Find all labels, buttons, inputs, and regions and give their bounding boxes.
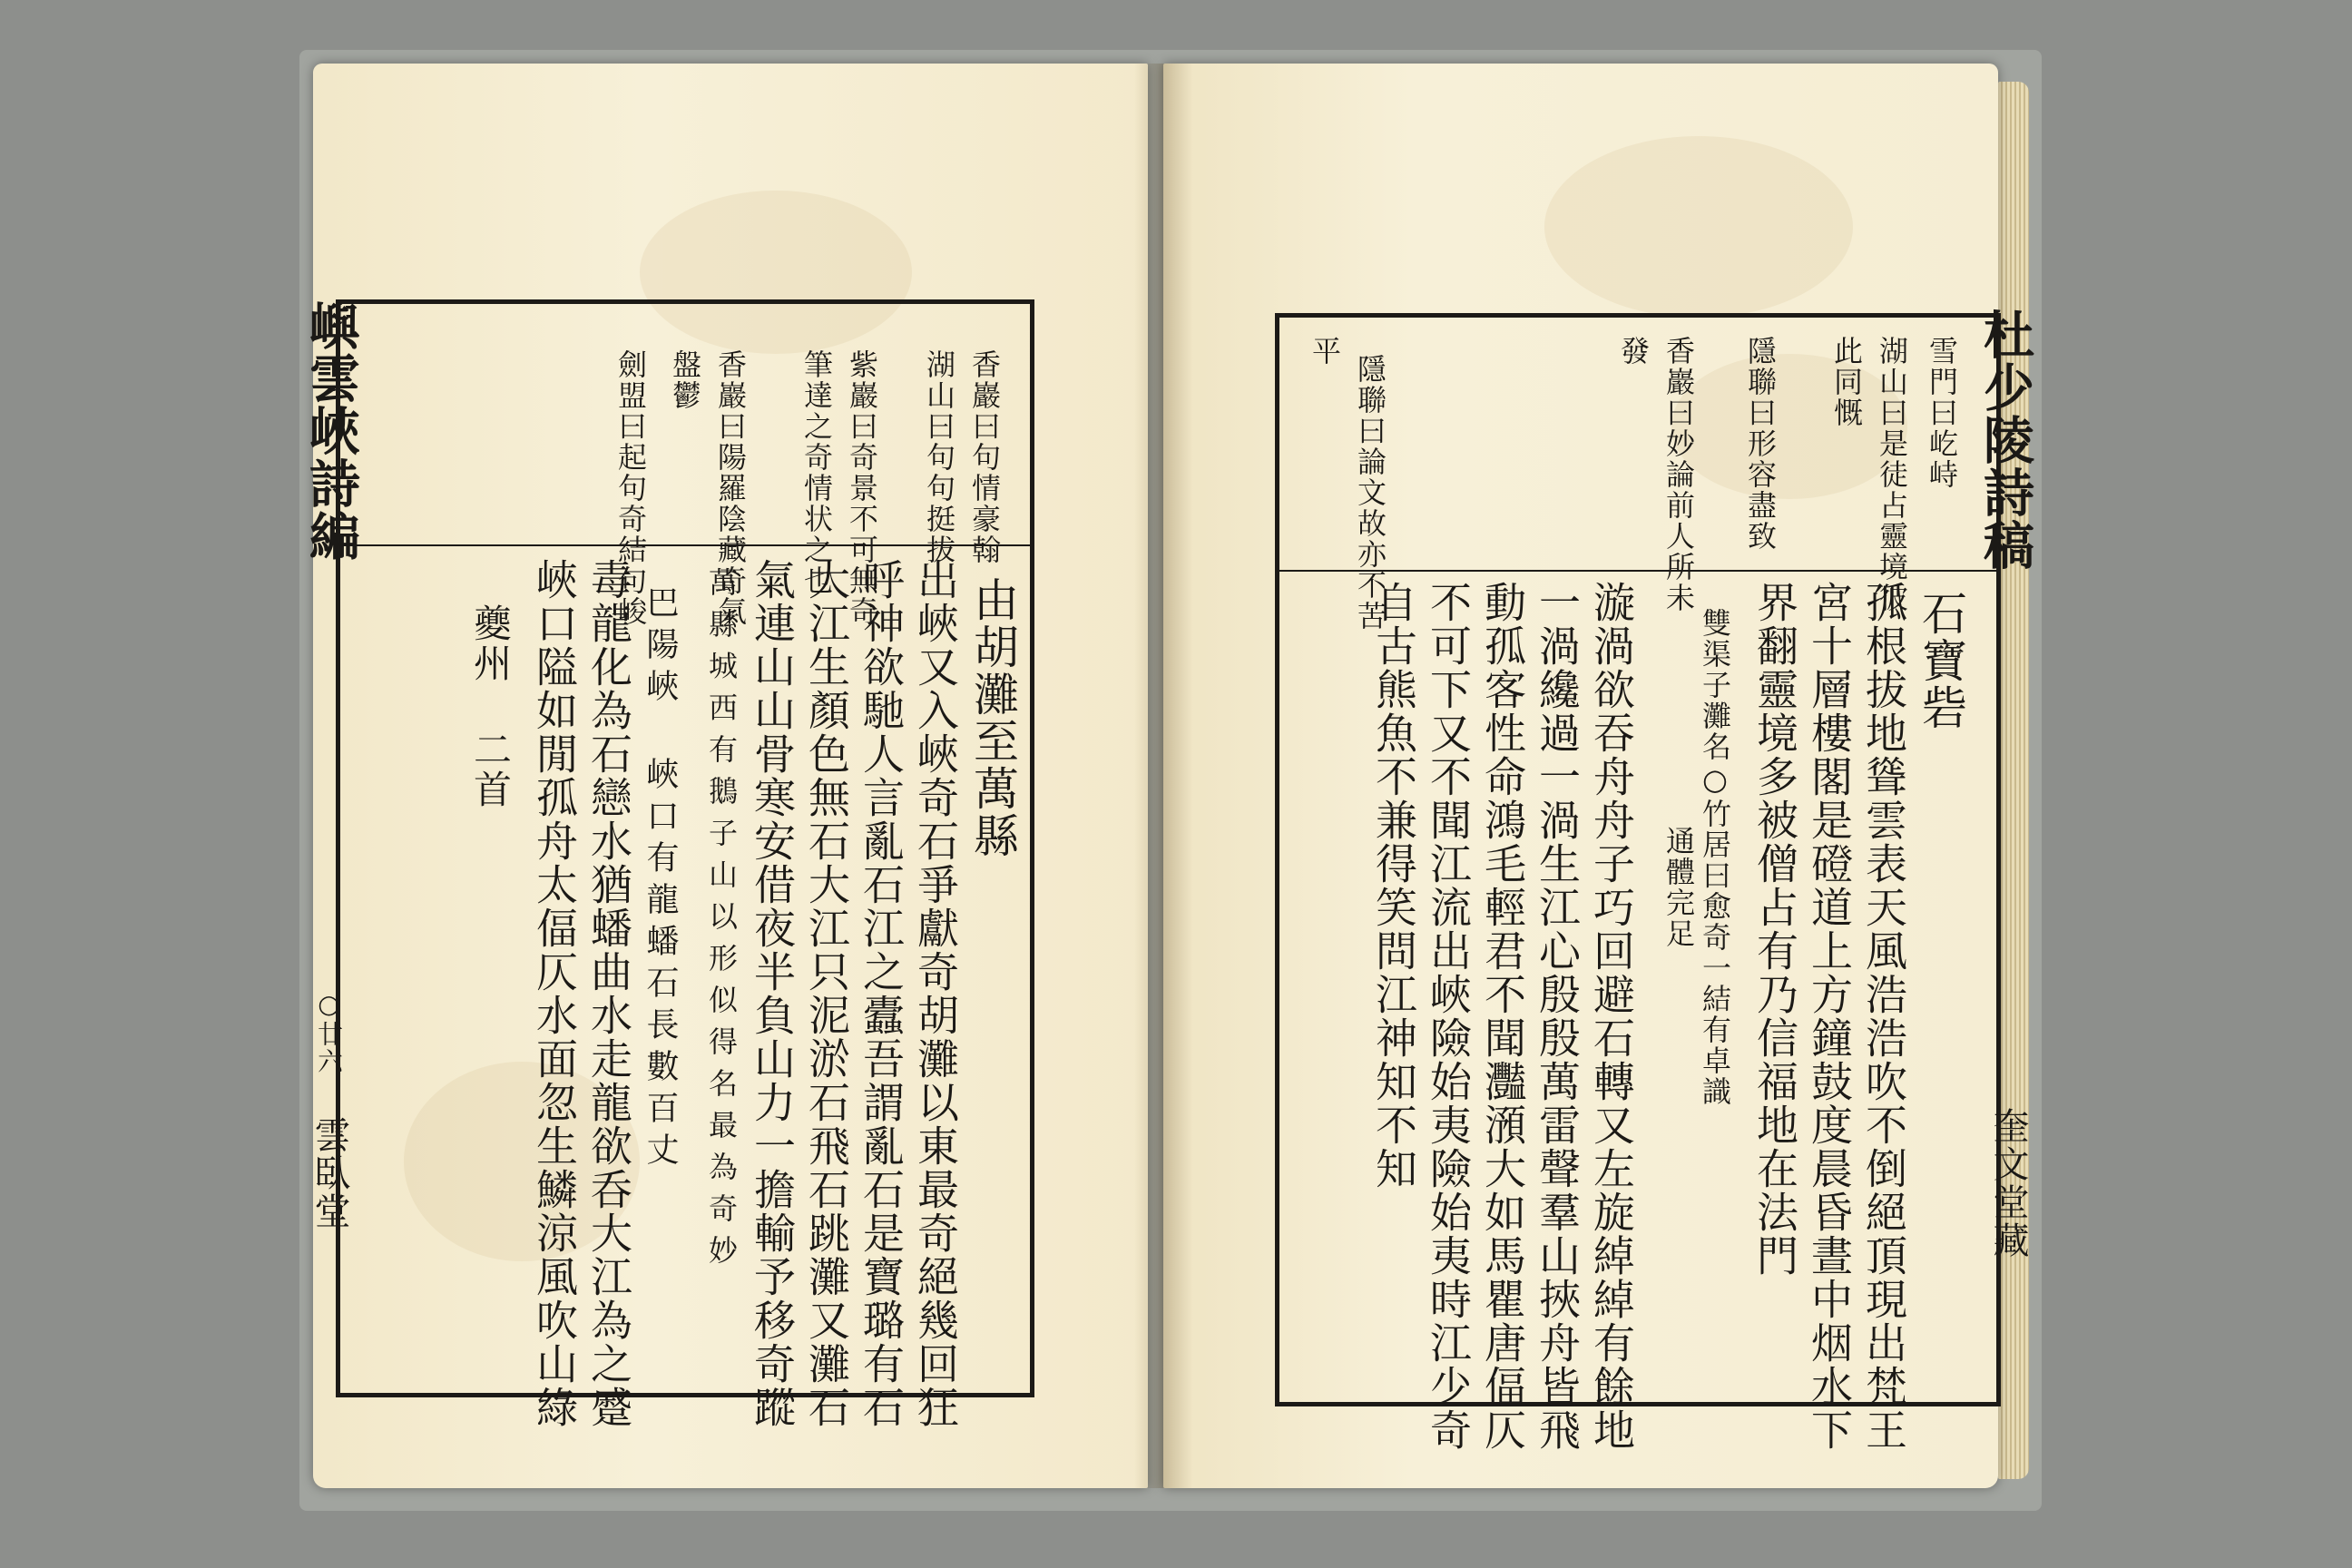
right-text-line: 漩渦欲吞舟舟子巧回避石轉又左旋綽綽有餘地 [1587,581,1636,1452]
right-commentary-5: 香巖曰妙論前人所未 [1661,336,1696,613]
left-commentary-7: 劍盟曰起句奇結句峻 [613,349,648,627]
left-text-line: 峽口隘如閒孤舟太偪仄水面忽生鱗涼風吹山綠 [530,558,579,1429]
right-text-line: 宮十層樓閣是磴道上方鐘鼓度晨昏晝中烟水下 [1805,581,1854,1452]
left-commentary-2: 湖山曰句句挺拔 [922,349,956,565]
right-text-line: 界翻靈境多被僧占有乃信福地在法門 [1750,581,1799,1278]
right-margin-title: 杜少陵詩稿 [1975,309,2035,572]
paper-stain [1544,136,1853,318]
left-margin-title: 嶼雲峽詩編 [301,299,361,563]
right-text-frame [1275,313,2001,1452]
left-text-line: 氣連山山骨寒安借夜半負山力一擔輸予移奇蹤 [748,558,797,1429]
book-gutter [1134,64,1192,1488]
left-text-note: 萬縣城西有鵝子山以形似得名最為奇妙 [704,567,739,1277]
right-commentary-4: 隱聯曰形容盡致 [1743,336,1778,552]
page-edges [1998,82,2029,1479]
right-text-line: 孤根拔地聳雲表天風浩浩吹不倒絕頂現出梵王 [1859,581,1908,1452]
left-text-frame [336,299,1034,1429]
left-text-line: 出峽又入峽奇石爭獻奇胡灘以東最奇絕幾回狂 [911,558,960,1429]
left-text-line: 呼神欲馳人言亂石江之蠹吾謂亂石是寶璐有石 [857,558,906,1429]
left-poem-title-2: 巴陽峽 峽口有龍蟠石長數百丈 [642,585,679,1174]
right-commentary-6: 發 [1616,336,1651,367]
left-publisher-mark: 雲臥堂 [309,1116,350,1230]
left-commentary-1: 香巖曰句情豪翰 [967,349,1002,565]
right-text-line: 一渦纔過一渦生江心殷殷萬雷聲羣山挾舟皆飛 [1533,581,1582,1452]
right-commentary-2: 湖山曰是徒占靈境彼 [1875,336,1909,613]
right-text-note: 通體完足 [1661,826,1696,949]
left-text-line: 大江生顏色無石大江只泥淤石飛石跳灘又灘石 [802,558,851,1429]
left-commentary-6: 盤鬱 [668,349,702,411]
right-poem-title-2: 雙渠子灘名○竹居曰愈奇一結有卓識 [1698,608,1732,1107]
right-commentary-7: 隱聯曰論文故亦不苦 [1353,354,1387,632]
left-commentary-5: 香巖曰陽羅陰藏奇氣 [713,349,748,627]
right-commentary-8: 平 [1308,336,1342,367]
right-publisher-mark: 奎文堂藏 [1987,1107,2029,1259]
right-text-line: 自古熊魚不兼得笑問江神知不知 [1369,581,1418,1191]
right-commentary-1: 雪門曰屹峙 [1925,336,1959,490]
right-text-line: 不可下又不聞江流出峽險始夷險始夷時江少奇 [1424,581,1473,1452]
left-poem-title: 由胡灘至萬縣 [966,576,1019,859]
right-text-line: 動孤客性命鴻毛輕君不聞灩澦大如馬瞿唐偪仄 [1478,581,1527,1452]
right-poem-title: 石寶砦 [1915,590,1967,731]
left-commentary-4: 筆達之奇情状之也 [799,349,834,596]
left-poem-title-3: 夔州 二首 [468,603,513,809]
left-commentary-3: 紫巖曰奇景不可無奇 [845,349,879,627]
left-page-number: ○廿六 [314,989,344,1075]
left-text-line: 毒龍化為石戀水猶蟠曲水走龍欲呑大江為之蹙 [584,558,633,1429]
right-commentary-3: 此同慨 [1829,336,1864,428]
